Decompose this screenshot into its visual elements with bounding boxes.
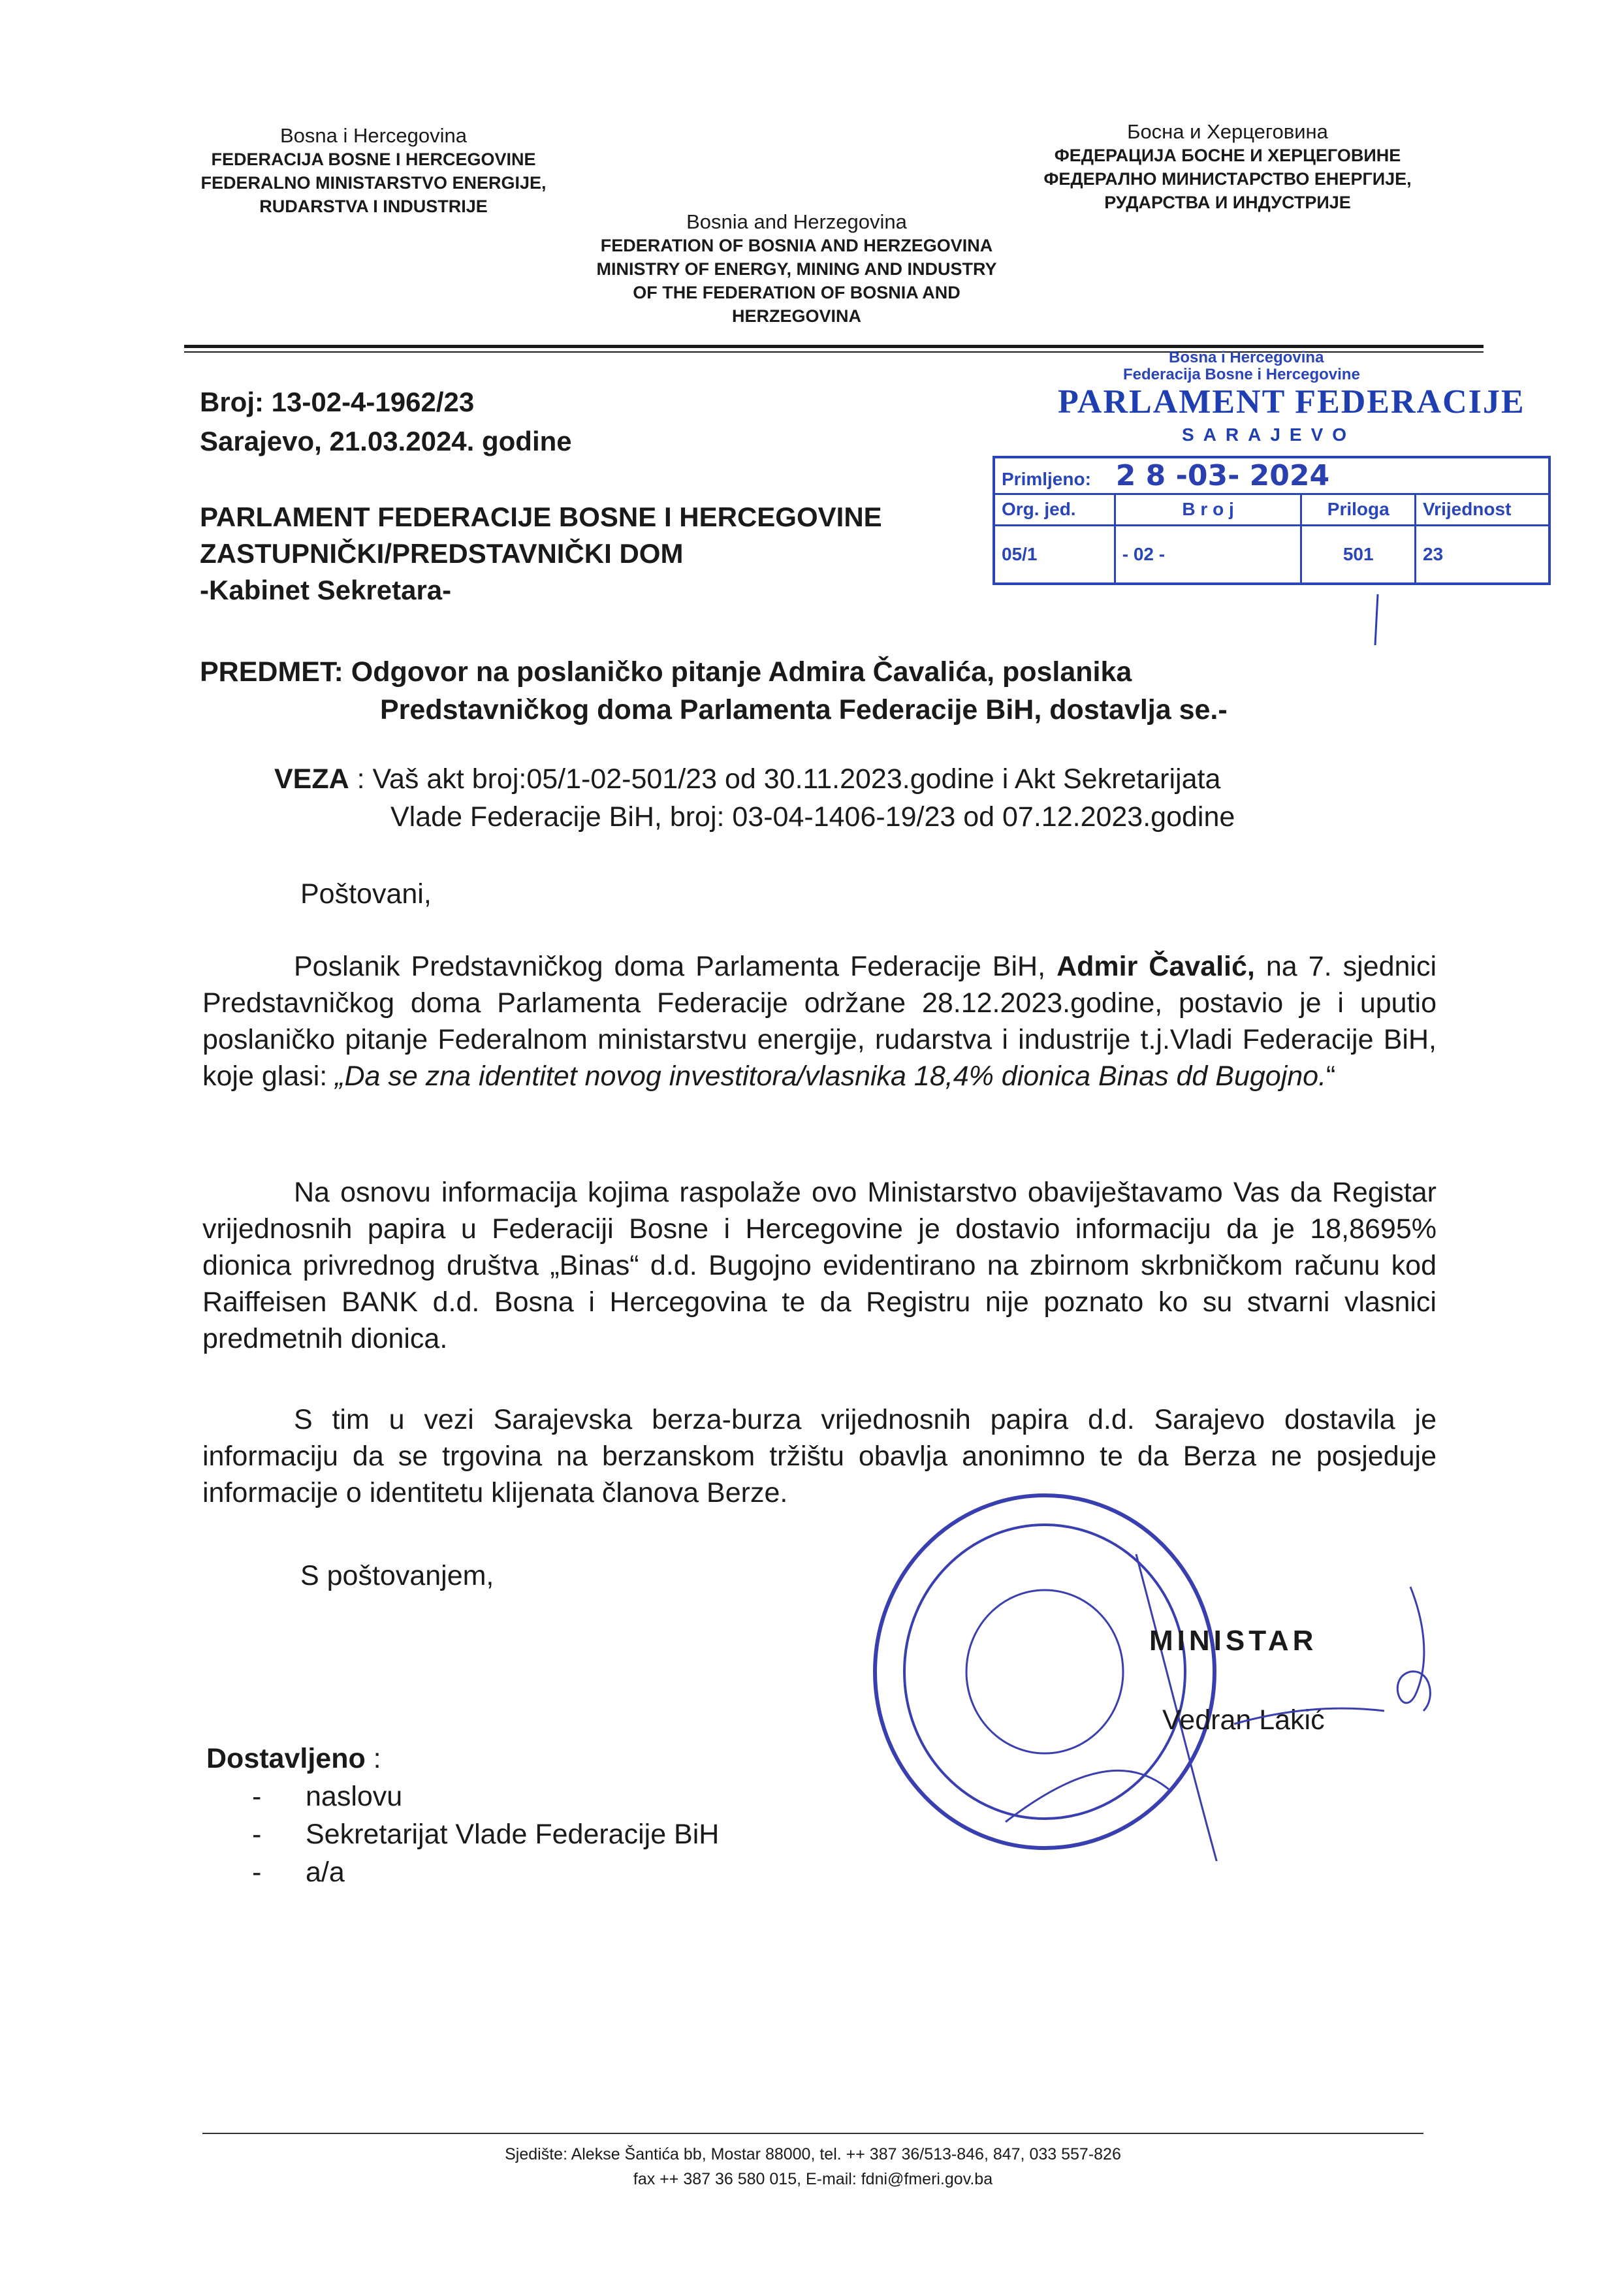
recipient-line1: PARLAMENT FEDERACIJE BOSNE I HERCEGOVINE <box>200 502 882 532</box>
reference-line1: Vaš akt broj:05/1-02-501/23 od 30.11.2023.godine i Akt Sekretarijata <box>372 763 1221 795</box>
val-number: - 02 - <box>1115 525 1301 584</box>
mp-name: Admir Čavalić, <box>1056 951 1255 982</box>
subject-label: PREDMET: <box>200 656 343 688</box>
letterhead-left <box>184 124 563 218</box>
letterhead-center-line5: HERZEGOVINA <box>731 306 862 326</box>
signature-name: Vedran Lakić <box>1162 1704 1325 1736</box>
received-date: 2 8 -03- 2024 <box>1115 458 1330 492</box>
received-stamp-top1: Bosna i Hercegovina <box>1169 349 1324 366</box>
val-attachments: 501 <box>1301 525 1416 584</box>
received-stamp-org: PARLAMENT FEDERACIJE <box>1058 383 1525 421</box>
letterhead-center-line4: OF THE FEDERATION OF BOSNIA AND <box>633 283 961 302</box>
col-value: Vrijednost <box>1416 494 1549 525</box>
recipient-line3: -Kabinet Sekretara- <box>200 575 452 605</box>
footer-address: Sjedište: Alekse Šantića bb, Mostar 88000, tel. ++ 387 36/513-846, 847, 033 557-826 <box>505 2145 1121 2163</box>
val-org-unit: 05/1 <box>994 525 1115 584</box>
letterhead-center-line1: Bosnia and Herzegovina <box>686 210 907 233</box>
subject-line1-row <box>200 653 1440 691</box>
letterhead-right-line1: Босна и Херцеговина <box>1127 120 1328 143</box>
letterhead-left-line4: RUDARSTVA I INDUSTRIJE <box>259 197 488 216</box>
col-org-unit: Org. jed. <box>994 494 1115 525</box>
subject-line1: Odgovor na poslaničko pitanje Admira Čavalića, poslanika <box>351 656 1132 688</box>
letterhead-right-line3: ФЕДЕРАЛНО МИНИСТАРСТВО ЕНЕРГИЈЕ, <box>1043 169 1412 189</box>
paragraph-1-intro: Poslanik Predstavničkog doma Parlamenta Federacije BiH, <box>294 951 1057 982</box>
paragraph-3: S tim u vezi Sarajevska berza-burza vrijednosnih papira d.d. Sarajevo dostavila je informaciju da se trgovina na berzanskom tržištu obavlja anonimno te da Berza ne posjeduje informacije o identitetu klijenata članova Berze. <box>202 1404 1437 1508</box>
distribution-item: - Sekretarijat Vlade Federacije BiH <box>247 1815 859 1853</box>
received-stamp-top2: Federacija Bosne i Hercegovine <box>1123 366 1360 383</box>
received-stamp-table <box>993 456 1551 585</box>
ministry-round-stamp <box>862 1482 1228 1861</box>
reference-line2: Vlade Federacije BiH, broj: 03-04-1406-19/23 od 07.12.2023.godine <box>390 801 1235 833</box>
col-attachments: Priloga <box>1301 494 1416 525</box>
signature-title: MINISTAR <box>1149 1625 1318 1657</box>
document-meta <box>200 383 722 461</box>
reference-line1-row <box>274 760 1450 798</box>
letterhead-center-line2: FEDERATION OF BOSNIA AND HERZEGOVINA <box>600 236 993 255</box>
received-stamp <box>993 346 1554 620</box>
paragraph-1-body: na 7. sjednici Predstavničkog doma Parlamenta Federacije održane 28.12.2023.godine, postavio je i uputio poslaničko pitanje Federalnom ministarstvu energije, rudarstva i industrije t.j.Vladi Federacije BiH, koje glasi: <box>202 951 1437 1092</box>
distribution-item: - naslovu <box>247 1778 859 1815</box>
letterhead-right-line4: РУДАРСТВА И ИНДУСТРИЈЕ <box>1104 193 1351 212</box>
letterhead-right <box>1019 120 1437 214</box>
question-quote-end: “ <box>1326 1060 1336 1092</box>
greeting: Poštovani, <box>300 878 432 910</box>
footer-divider <box>202 2133 1423 2134</box>
paragraph-2: Na osnovu informacija kojima raspolaže ovo Ministarstvo obaviještavamo Vas da Registar vrijednosnih papira u Federaciji Bosne i Hercegovine je dostavio informaciju da je 18,8695% dionica privrednog društva „Binas“ d.d. Bugojno evidentirano na zbirnom skrbničkom računu kod Raiffeisen BANK d.d. Bosna i Hercegovina te da Registru nije poznato ko su stvarni vlasnici predmetnih dionica. <box>202 1177 1437 1354</box>
recipient-line2: ZASTUPNIČKI/PREDSTAVNIČKI DOM <box>200 538 684 569</box>
distribution-list <box>247 1778 859 1891</box>
distribution-sep: : <box>365 1743 381 1774</box>
received-date-cell <box>994 457 1549 494</box>
distribution-item: - a/a <box>247 1853 859 1891</box>
footer-contact: fax ++ 387 36 580 015, E-mail: fdni@fmeri.gov.ba <box>633 2170 993 2188</box>
letterhead-left-line1: Bosna i Hercegovina <box>279 124 468 147</box>
reference-block <box>274 760 1450 836</box>
document-date: Sarajevo, 21.03.2024. godine <box>200 426 572 456</box>
received-label: Primljeno: <box>1002 468 1091 489</box>
distribution-block <box>206 1740 859 1891</box>
distribution-label: Dostavljeno <box>206 1743 366 1774</box>
received-stamp-city: SARAJEVO <box>1182 424 1356 445</box>
letterhead-right-line2: ФЕДЕРАЦИЈА БОСНЕ И ХЕРЦЕГОВИНЕ <box>1054 146 1401 165</box>
letterhead-left-line2: FEDERACIJA BOSNE I HERCEGOVINE <box>211 150 536 169</box>
letterhead-center-line3: MINISTRY OF ENERGY, MINING AND INDUSTRY <box>596 259 997 279</box>
recipient-block <box>200 499 1049 609</box>
handwritten-signature <box>1215 1580 1450 1750</box>
question-quote: „Da se zna identitet novog investitora/vlasnika 18,4% dionica Binas dd Bugojno. <box>335 1060 1327 1092</box>
val-value: 23 <box>1416 525 1549 584</box>
col-number: B r o j <box>1115 494 1301 525</box>
subject-block <box>200 653 1440 729</box>
stamp-pen-stroke <box>1371 594 1384 646</box>
footer <box>202 2142 1423 2192</box>
reference-sep: : <box>349 763 373 795</box>
letterhead-left-line3: FEDERALNO MINISTARSTVO ENERGIJE, <box>200 173 547 193</box>
closing: S poštovanjem, <box>300 1560 494 1591</box>
subject-line2: Predstavničkog doma Parlamenta Federacije BiH, dostavlja se.- <box>380 694 1228 725</box>
document-number: Broj: 13-02-4-1962/23 <box>200 387 475 417</box>
letterhead-center <box>562 210 1032 328</box>
distribution-heading <box>206 1740 859 1778</box>
reference-label: VEZA <box>274 763 349 795</box>
paragraph-1 <box>202 948 1437 1094</box>
